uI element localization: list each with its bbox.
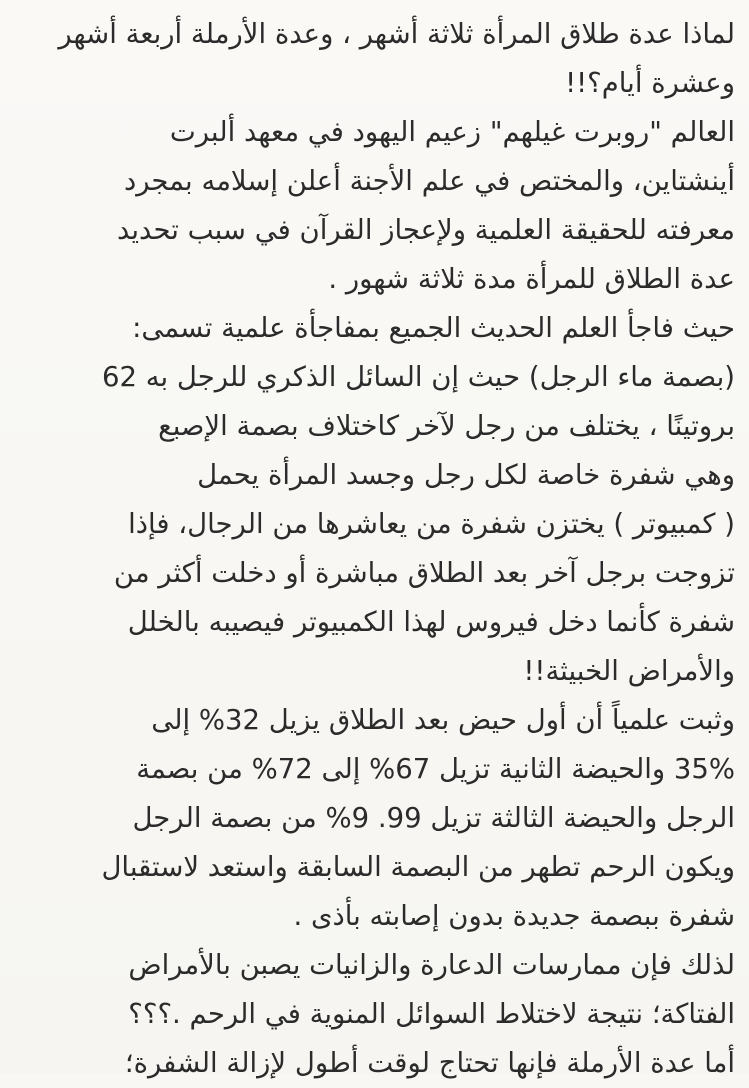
text-line: حيث فاجأ العلم الحديث الجميع بمفاجأة علمية تسمى: (132, 312, 735, 344)
text-line: ( كمبيوتر ) يختزن شفرة من يعاشرها من الرجال، فإذا (128, 508, 735, 540)
text-line: عدة الطلاق للمرأة مدة ثلاثة شهور . (328, 263, 735, 295)
text-line: بروتينًا ، يختلف من رجل لآخر كاختلاف بصمة الإصبع (158, 410, 735, 442)
text-line: وثبت علمياً أن أول حيض بعد الطلاق يزيل 32% إلى (151, 704, 735, 736)
text-line: وهي شفرة خاصة لكل رجل وجسد المرأة يحمل (197, 459, 735, 491)
text-line: الفتاكة؛ نتيجة لاختلاط السوائل المنوية في الرحم .؟؟؟ (128, 998, 735, 1030)
article-text (13, 10, 735, 1088)
text-line: الرجل والحيضة الثالثة تزيل 99. 9% من بصمة الرجل (132, 802, 735, 834)
text-line: شفرة كأنما دخل فيروس لهذا الكمبيوتر فيصيبه بالخلل (127, 606, 735, 638)
text-line: تزوجت برجل آخر بعد الطلاق مباشرة أو دخلت أكثر من (113, 557, 735, 589)
text-line: (بصمة ماء الرجل) حيث إن السائل الذكري للرجل به 62 (101, 361, 735, 393)
text-line: وعشرة أيام؟!! (565, 67, 735, 99)
text-line: العالم "روبرت غيلهم" زعيم اليهود في معهد ألبرت (169, 116, 735, 148)
text-line: 35% والحيضة الثانية تزيل 67% إلى 72% من بصمة (136, 753, 735, 785)
text-line: ويكون الرحم تطهر من البصمة السابقة واستعد لاستقبال (101, 851, 735, 883)
text-line: معرفته للحقيقة العلمية ولإعجاز القرآن في سبب تحديد (116, 214, 735, 246)
text-line: لماذا عدة طلاق المرأة ثلاثة أشهر ، وعدة الأرملة أربعة أشهر (58, 18, 735, 50)
text-line: أما عدة الأرملة فإنها تحتاج لوقت أطول لإزالة الشفرة؛ (124, 1047, 735, 1079)
text-line: أينشتاين، والمختص في علم الأجنة أعلن إسلامه بمجرد (123, 165, 735, 197)
text-line: لذلك فإن ممارسات الدعارة والزانيات يصبن بالأمراض (128, 949, 735, 981)
text-line: شفرة ببصمة جديدة بدون إصابته بأذى . (293, 900, 735, 932)
text-line: والأمراض الخبيثة!! (523, 655, 735, 687)
